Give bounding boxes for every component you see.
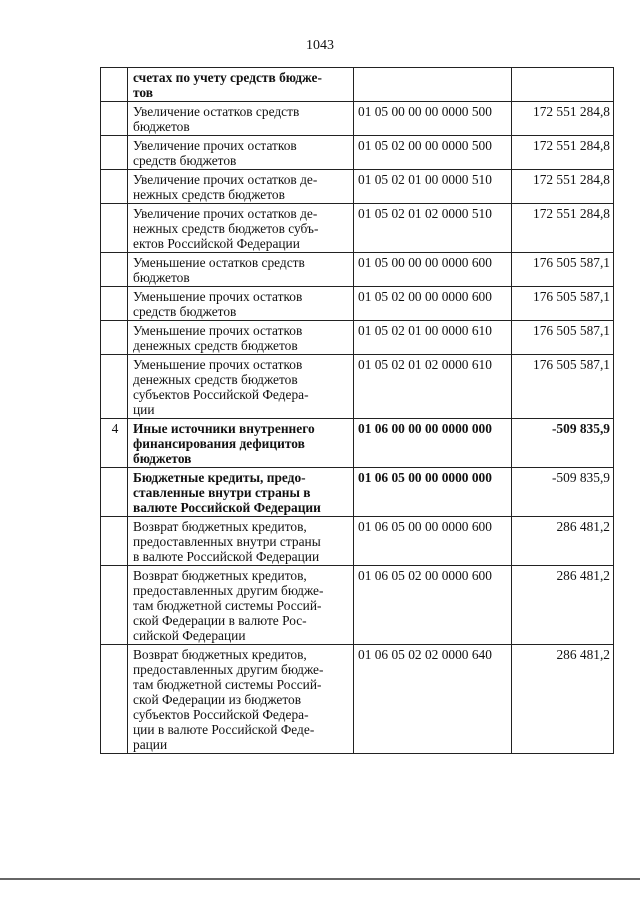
table-body	[101, 68, 614, 754]
table-row	[101, 136, 614, 170]
row-number-cell	[101, 253, 128, 287]
row-amount-cell: 172 551 284,8	[512, 102, 614, 136]
row-number-cell	[101, 321, 128, 355]
row-name-cell: Уменьшение прочих остатков денежных средств бюджетов	[128, 321, 354, 355]
row-number-cell: 4	[101, 419, 128, 468]
row-number-cell	[101, 204, 128, 253]
row-name-cell: Возврат бюджетных кредитов, предоставленных другим бюдже- там бюджетной системы Россий- ской Федерации в валюте Рос- сийской Федерации	[128, 566, 354, 645]
row-amount-cell: -509 835,9	[512, 468, 614, 517]
row-code-cell: 01 05 02 01 02 0000 610	[354, 355, 512, 419]
table-row	[101, 566, 614, 645]
table-row	[101, 204, 614, 253]
row-code-cell: 01 05 02 00 00 0000 600	[354, 287, 512, 321]
row-name-cell: Возврат бюджетных кредитов, предоставленных другим бюдже- там бюджетной системы Россий- ской Федерации из бюджетов субъектов Российской Федера- ции в валюте Российской Феде- рации	[128, 645, 354, 754]
table-row	[101, 468, 614, 517]
row-name-cell: Уменьшение остатков средств бюджетов	[128, 253, 354, 287]
row-amount-cell	[512, 68, 614, 102]
row-name-cell: Увеличение прочих остатков де- нежных средств бюджетов	[128, 170, 354, 204]
row-code-cell: 01 05 00 00 00 0000 600	[354, 253, 512, 287]
row-name-cell: Увеличение прочих остатков средств бюджетов	[128, 136, 354, 170]
table-row	[101, 68, 614, 102]
row-amount-cell: 172 551 284,8	[512, 170, 614, 204]
row-code-cell: 01 06 05 02 00 0000 600	[354, 566, 512, 645]
row-amount-cell: 176 505 587,1	[512, 321, 614, 355]
row-amount-cell: 176 505 587,1	[512, 355, 614, 419]
row-number-cell	[101, 517, 128, 566]
bottom-rule	[0, 878, 640, 880]
row-number-cell	[101, 566, 128, 645]
row-code-cell: 01 06 00 00 00 0000 000	[354, 419, 512, 468]
table-row	[101, 355, 614, 419]
table-row	[101, 102, 614, 136]
table-row	[101, 253, 614, 287]
row-code-cell: 01 06 05 00 00 0000 600	[354, 517, 512, 566]
row-code-cell	[354, 68, 512, 102]
row-code-cell: 01 05 02 01 00 0000 510	[354, 170, 512, 204]
table-row	[101, 419, 614, 468]
row-name-cell: Уменьшение прочих остатков средств бюджетов	[128, 287, 354, 321]
row-amount-cell: 286 481,2	[512, 517, 614, 566]
row-amount-cell: 172 551 284,8	[512, 136, 614, 170]
row-number-cell	[101, 102, 128, 136]
budget-sources-table	[100, 67, 614, 754]
row-code-cell: 01 05 02 01 02 0000 510	[354, 204, 512, 253]
table-row	[101, 517, 614, 566]
row-name-cell: Увеличение прочих остатков де- нежных средств бюджетов субъ- ектов Российской Федерации	[128, 204, 354, 253]
row-amount-cell: 176 505 587,1	[512, 287, 614, 321]
row-amount-cell: -509 835,9	[512, 419, 614, 468]
table-row	[101, 321, 614, 355]
row-number-cell	[101, 287, 128, 321]
row-number-cell	[101, 68, 128, 102]
row-code-cell: 01 05 02 00 00 0000 500	[354, 136, 512, 170]
row-name-cell: Иные источники внутреннего финансирования дефицитов бюджетов	[128, 419, 354, 468]
row-name-cell: Увеличение остатков средств бюджетов	[128, 102, 354, 136]
table-row	[101, 170, 614, 204]
table-row	[101, 645, 614, 754]
row-code-cell: 01 05 00 00 00 0000 500	[354, 102, 512, 136]
row-amount-cell: 176 505 587,1	[512, 253, 614, 287]
row-code-cell: 01 06 05 02 02 0000 640	[354, 645, 512, 754]
row-number-cell	[101, 170, 128, 204]
row-number-cell	[101, 355, 128, 419]
row-amount-cell: 286 481,2	[512, 566, 614, 645]
row-number-cell	[101, 136, 128, 170]
table-row	[101, 287, 614, 321]
row-amount-cell: 172 551 284,8	[512, 204, 614, 253]
row-name-cell: счетах по учету средств бюдже- тов	[128, 68, 354, 102]
row-amount-cell: 286 481,2	[512, 645, 614, 754]
row-code-cell: 01 06 05 00 00 0000 000	[354, 468, 512, 517]
row-name-cell: Возврат бюджетных кредитов, предоставленных внутри страны в валюте Российской Федерации	[128, 517, 354, 566]
row-number-cell	[101, 468, 128, 517]
row-name-cell: Бюджетные кредиты, предо- ставленные внутри страны в валюте Российской Федерации	[128, 468, 354, 517]
row-number-cell	[101, 645, 128, 754]
page-number: 1043	[306, 38, 334, 53]
row-name-cell: Уменьшение прочих остатков денежных средств бюджетов субъектов Российской Федера- ции	[128, 355, 354, 419]
row-code-cell: 01 05 02 01 00 0000 610	[354, 321, 512, 355]
